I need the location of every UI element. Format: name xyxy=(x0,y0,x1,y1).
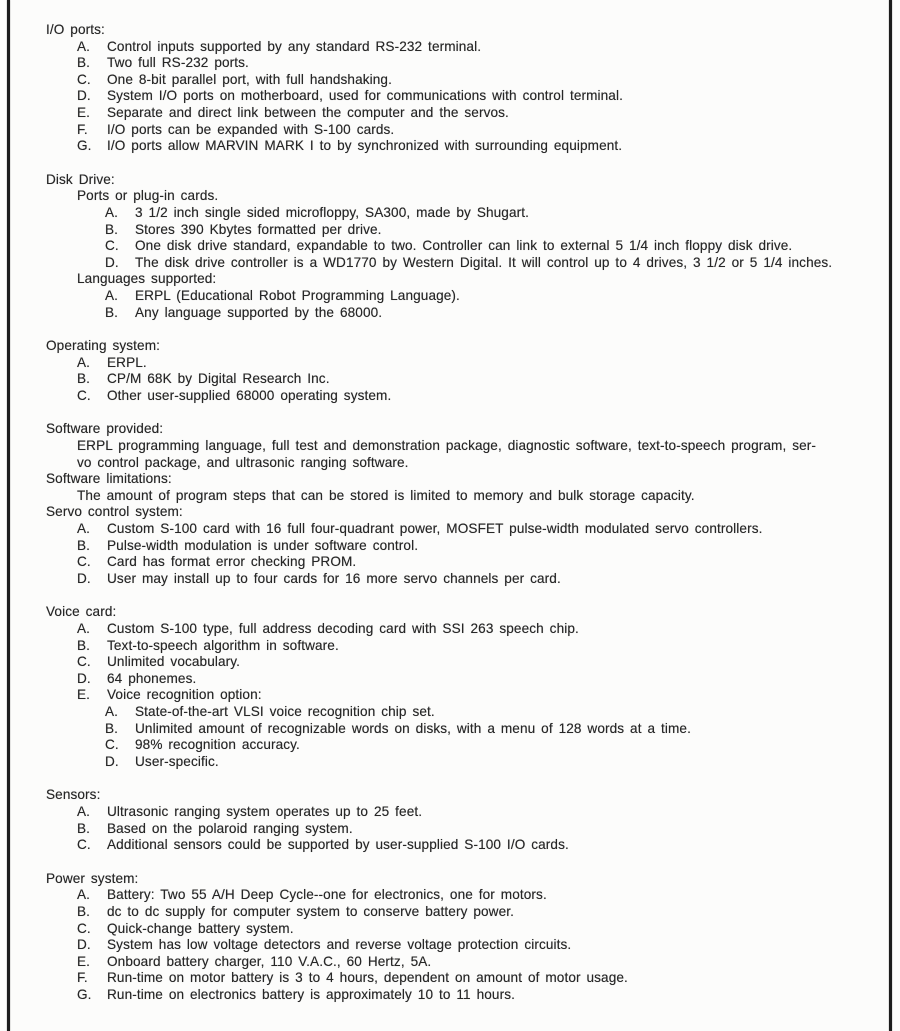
list-item xyxy=(77,122,882,139)
section-power-system xyxy=(46,871,882,1004)
item-marker: G. xyxy=(77,138,92,154)
list-item xyxy=(105,222,882,239)
item-text: Voice recognition option: xyxy=(107,687,262,703)
paragraph-line: vo control package, and ultrasonic ranging software. xyxy=(77,454,409,470)
item-marker: A. xyxy=(77,38,91,54)
item-text: I/O ports allow MARVIN MARK I to by synchronized with surrounding equipment. xyxy=(107,138,623,154)
item-text: dc to dc supply for computer system to conserve battery power. xyxy=(107,903,514,919)
item-marker: D. xyxy=(77,570,91,586)
list-item xyxy=(77,72,882,89)
item-marker: B. xyxy=(77,903,91,919)
item-marker: B. xyxy=(105,304,119,320)
list-item xyxy=(77,388,882,405)
list-item xyxy=(77,654,882,671)
section-heading: Servo control system: xyxy=(46,504,183,520)
list-item xyxy=(77,88,882,105)
list-item xyxy=(77,355,882,372)
list-item xyxy=(77,970,882,987)
item-text: User may install up to four cards for 16 more servo channels per card. xyxy=(107,570,561,586)
list-item xyxy=(77,821,882,838)
item-text: Quick-change battery system. xyxy=(107,920,294,936)
group-label: Languages supported: xyxy=(77,271,217,287)
item-marker: C. xyxy=(105,238,119,254)
item-text: Based on the polaroid ranging system. xyxy=(107,820,353,836)
section-heading: Disk Drive: xyxy=(46,171,115,187)
item-marker: B. xyxy=(77,637,91,653)
item-text: Ultrasonic ranging system operates up to 25 feet. xyxy=(107,803,423,819)
list-item xyxy=(77,521,882,538)
item-text: ERPL. xyxy=(107,354,147,370)
section-i-o-ports xyxy=(46,22,882,155)
section-heading: Software limitations: xyxy=(46,471,172,487)
item-marker: E. xyxy=(77,687,91,703)
list-item xyxy=(105,754,882,771)
page-border-left xyxy=(7,0,10,1031)
item-text: 98% recognition accuracy. xyxy=(135,737,300,753)
list-item xyxy=(77,904,882,921)
item-marker: A. xyxy=(105,703,119,719)
list-item xyxy=(105,255,882,272)
item-text: The disk drive controller is a WD1770 by Western Digital. It will control up to 4 drives, 3 1/2 or 5 1/4 inches. xyxy=(135,254,833,270)
item-marker: A. xyxy=(77,887,91,903)
list-item xyxy=(77,804,882,821)
document-body xyxy=(46,22,882,1003)
list-item xyxy=(77,621,882,638)
item-text: State-of-the-art VLSI voice recognition chip set. xyxy=(135,703,435,719)
list-item xyxy=(77,987,882,1004)
item-marker: A. xyxy=(105,287,119,303)
item-text: Other user-supplied 68000 operating system. xyxy=(107,387,392,403)
item-text: 64 phonemes. xyxy=(107,670,197,686)
item-marker: D. xyxy=(77,88,91,104)
section-heading: Power system: xyxy=(46,870,139,886)
list-item xyxy=(105,205,882,222)
list-item xyxy=(77,837,882,854)
list-item xyxy=(77,571,882,588)
item-marker: C. xyxy=(77,71,91,87)
item-marker: D. xyxy=(77,670,91,686)
item-text: Run-time on motor battery is 3 to 4 hours, dependent on amount of motor usage. xyxy=(107,970,628,986)
list-item xyxy=(77,937,882,954)
list-item xyxy=(105,704,882,721)
list-item xyxy=(77,55,882,72)
item-marker: C. xyxy=(105,737,119,753)
list-item xyxy=(77,105,882,122)
list-item xyxy=(77,921,882,938)
item-marker: F. xyxy=(77,121,88,137)
section-disk-drive xyxy=(46,172,882,321)
item-marker: E. xyxy=(77,104,91,120)
section-sensors xyxy=(46,787,882,853)
item-marker: B. xyxy=(77,537,91,553)
item-marker: A. xyxy=(77,621,91,636)
item-text: Two full RS-232 ports. xyxy=(107,55,249,71)
item-marker: A. xyxy=(77,354,91,370)
item-marker: C. xyxy=(77,387,91,403)
section-heading: Operating system: xyxy=(46,338,161,354)
item-text: Card has format error checking PROM. xyxy=(107,554,357,570)
item-text: One disk drive standard, expandable to two. Controller can link to external 5 1/4 inch floppy disk drive. xyxy=(135,238,793,254)
list-item xyxy=(77,638,882,655)
item-marker: D. xyxy=(105,753,119,769)
list-item xyxy=(77,671,882,688)
item-text: Any language supported by the 68000. xyxy=(135,304,383,320)
list-item xyxy=(77,371,882,388)
item-text: Additional sensors could be supported by user-supplied S-100 I/O cards. xyxy=(107,837,569,853)
item-marker: A. xyxy=(77,521,91,537)
list-item xyxy=(105,288,882,305)
list-item xyxy=(105,737,882,754)
section-operating-system xyxy=(46,338,882,404)
list-item xyxy=(77,538,882,555)
list-item xyxy=(77,554,882,571)
item-text: System I/O ports on motherboard, used for communications with control terminal. xyxy=(107,88,623,104)
item-text: 3 1/2 inch single sided microfloppy, SA300, made by Shugart. xyxy=(135,204,530,220)
list-item xyxy=(77,39,882,56)
section-heading: Sensors: xyxy=(46,787,101,803)
item-text: Unlimited vocabulary. xyxy=(107,654,241,670)
item-marker: C. xyxy=(77,554,91,570)
item-marker: C. xyxy=(77,920,91,936)
item-text: Separate and direct link between the computer and the servos. xyxy=(107,104,509,120)
item-text: ERPL (Educational Robot Programming Language). xyxy=(135,287,460,303)
item-marker: B. xyxy=(105,221,119,237)
list-item xyxy=(105,238,882,255)
item-text: One 8-bit parallel port, with full handshaking. xyxy=(107,71,392,87)
item-marker: B. xyxy=(105,720,119,736)
item-marker: A. xyxy=(105,204,119,220)
item-marker: A. xyxy=(77,803,91,819)
item-text: Unlimited amount of recognizable words on disks, with a menu of 128 words at a time. xyxy=(135,720,691,736)
section-software-limitations xyxy=(46,471,882,504)
item-marker: B. xyxy=(77,820,91,836)
item-text: Text-to-speech algorithm in software. xyxy=(107,637,339,653)
item-text: Run-time on electronics battery is approximately 10 to 11 hours. xyxy=(107,986,515,1002)
section-heading: I/O ports: xyxy=(46,22,105,37)
item-marker: D. xyxy=(77,937,91,953)
item-text: Custom S-100 type, full address decoding card with SSI 263 speech chip. xyxy=(107,621,579,636)
item-text: Onboard battery charger, 110 V.A.C., 60 Hertz, 5A. xyxy=(107,953,432,969)
list-item xyxy=(77,954,882,971)
item-marker: D. xyxy=(105,254,119,270)
section-heading: Voice card: xyxy=(46,604,117,620)
item-marker: G. xyxy=(77,986,92,1002)
section-software-provided xyxy=(46,421,882,471)
item-marker: B. xyxy=(77,55,91,71)
item-text: Battery: Two 55 A/H Deep Cycle--one for electronics, one for motors. xyxy=(107,887,547,903)
list-item xyxy=(77,138,882,155)
paragraph-line: ERPL programming language, full test and demonstration package, diagnostic software, text-to-speech program, ser- xyxy=(77,438,817,454)
item-text: System has low voltage detectors and reverse voltage protection circuits. xyxy=(107,937,572,953)
item-marker: C. xyxy=(77,654,91,670)
item-text: Control inputs supported by any standard RS-232 terminal. xyxy=(107,38,482,54)
item-text: Stores 390 Kbytes formatted per drive. xyxy=(135,221,382,237)
item-text: User-specific. xyxy=(135,753,219,769)
list-item xyxy=(105,305,882,322)
list-item xyxy=(77,687,882,704)
item-marker: E. xyxy=(77,953,91,969)
list-item xyxy=(105,721,882,738)
group-label: Ports or plug-in cards. xyxy=(77,188,219,204)
section-servo-control-system xyxy=(46,504,882,587)
section-voice-card xyxy=(46,604,882,770)
list-item xyxy=(77,887,882,904)
item-text: CP/M 68K by Digital Research Inc. xyxy=(107,371,330,387)
page-border-right xyxy=(889,0,892,1031)
item-text: Pulse-width modulation is under software control. xyxy=(107,537,419,553)
item-text: Custom S-100 card with 16 full four-quadrant power, MOSFET pulse-width modulated servo controllers. xyxy=(107,521,763,537)
item-marker: B. xyxy=(77,371,91,387)
item-marker: C. xyxy=(77,837,91,853)
paragraph-line: The amount of program steps that can be stored is limited to memory and bulk storage capacity. xyxy=(77,487,695,503)
section-heading: Software provided: xyxy=(46,421,164,437)
item-marker: F. xyxy=(77,970,88,986)
item-text: I/O ports can be expanded with S-100 cards. xyxy=(107,121,395,137)
